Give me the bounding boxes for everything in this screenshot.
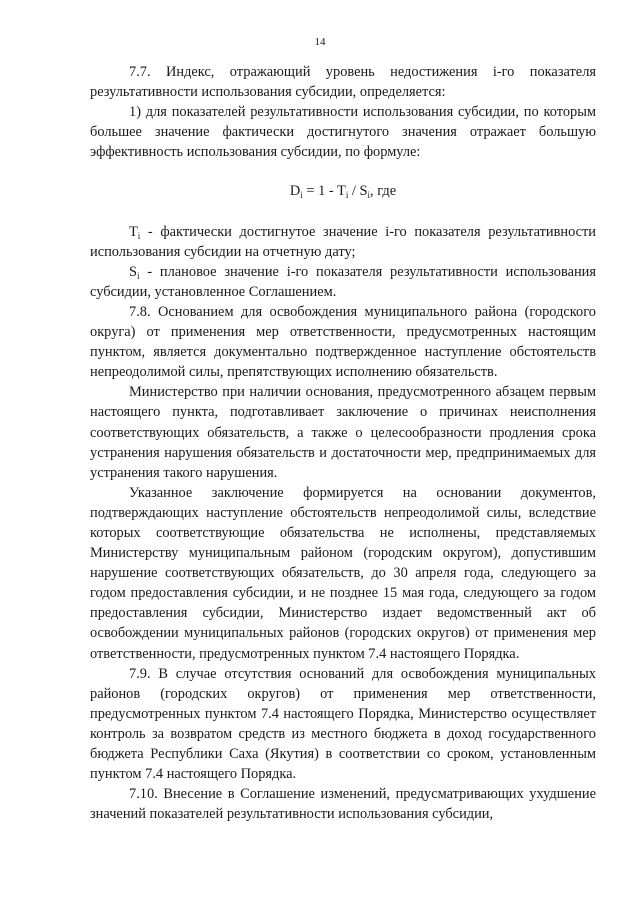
formula-tail: , где [370,183,397,200]
definition-t-symbol: T [129,223,138,240]
definition-t [90,222,596,262]
paragraph-7-7-item-1: 1) для показателей результативности использования субсидии, по которым большее значение фактически достигнутого значения отражает большую эффективность использования субсидии, по формуле: [90,104,596,161]
formula-slash: / S [348,183,368,200]
page-number: 14 [314,36,326,48]
definition-s-symbol: S [129,263,138,280]
definition-s [90,262,596,302]
paragraph-7-8: 7.8. Основанием для освобождения муниципального района (городского округа) от применения мер ответственности, предусмотренных настоящим пунктом, является документально подтвержденное наступление обстоятельств непреодолимой силы, препятствующих исполнению обязательств. [90,303,596,381]
definition-s-text: - плановое значение i-го показателя результативности использования субсидии, установленное Соглашением. [90,263,596,300]
paragraph-ministry-conclusion: Министерство при наличии основания, предусмотренного абзацем первым настоящего пункта, подготавливает заключение о причинах неисполнения соответствующих обязательств, а также о целесообразности продления срока устранения нарушения обязательств и достаточности мер, предпринимаемых для устранения такого нарушения. [90,384,596,481]
formula-d-subscript: i [300,190,303,201]
document-body [90,62,596,824]
formula-t-subscript: i [345,190,349,201]
paragraph-conclusion-basis: Указанное заключение формируется на основании документов, подтверждающих наступление обстоятельств непреодолимой силы, вследствие которых соответствующие обязательства не исполнены, представляемых Министерству муниципальным районом (городским округом), допустившим нарушение соответствующих обязательств, до 30 апреля года, следующего за годом предоставления субсидии, и не позднее 15 мая года, следующего за годом предоставления субсидии, Министерство издает ведомственный акт об освобождении муниципальных районов (городских округов) от применения мер ответственности, предусмотренных пунктом 7.4 настоящего Порядка. [90,484,596,662]
definition-t-text: - фактически достигнутое значение i-го показателя результативности использования субсидии на отчетную дату; [90,223,596,260]
formula-s-subscript: i [367,190,371,201]
definition-t-subscript: i [137,230,141,241]
formula-middle: = 1 - T [302,183,346,200]
paragraph-7-10: 7.10. Внесение в Соглашение изменений, предусматривающих ухудшение значений показателей результативности использования субсидии, [90,786,596,823]
definition-s-subscript: i [137,270,140,281]
paragraph-7-9: 7.9. В случае отсутствия оснований для освобождения муниципальных районов (городских округов) от применения мер ответственности, предусмотренных пунктом 7.4 настоящего Порядка, Министерство осуществляет контроль за возвратом средств из местного бюджета в доход государственного бюджета Республики Саха (Якутия) в соответствии со сроком, установленным пунктом 7.4 настоящего Порядка. [90,665,596,783]
formula-d: D [289,183,301,200]
paragraph-7-7: 7.7. Индекс, отражающий уровень недостижения i-го показателя результативности использования субсидии, определяется: [90,64,596,101]
formula [90,181,596,201]
